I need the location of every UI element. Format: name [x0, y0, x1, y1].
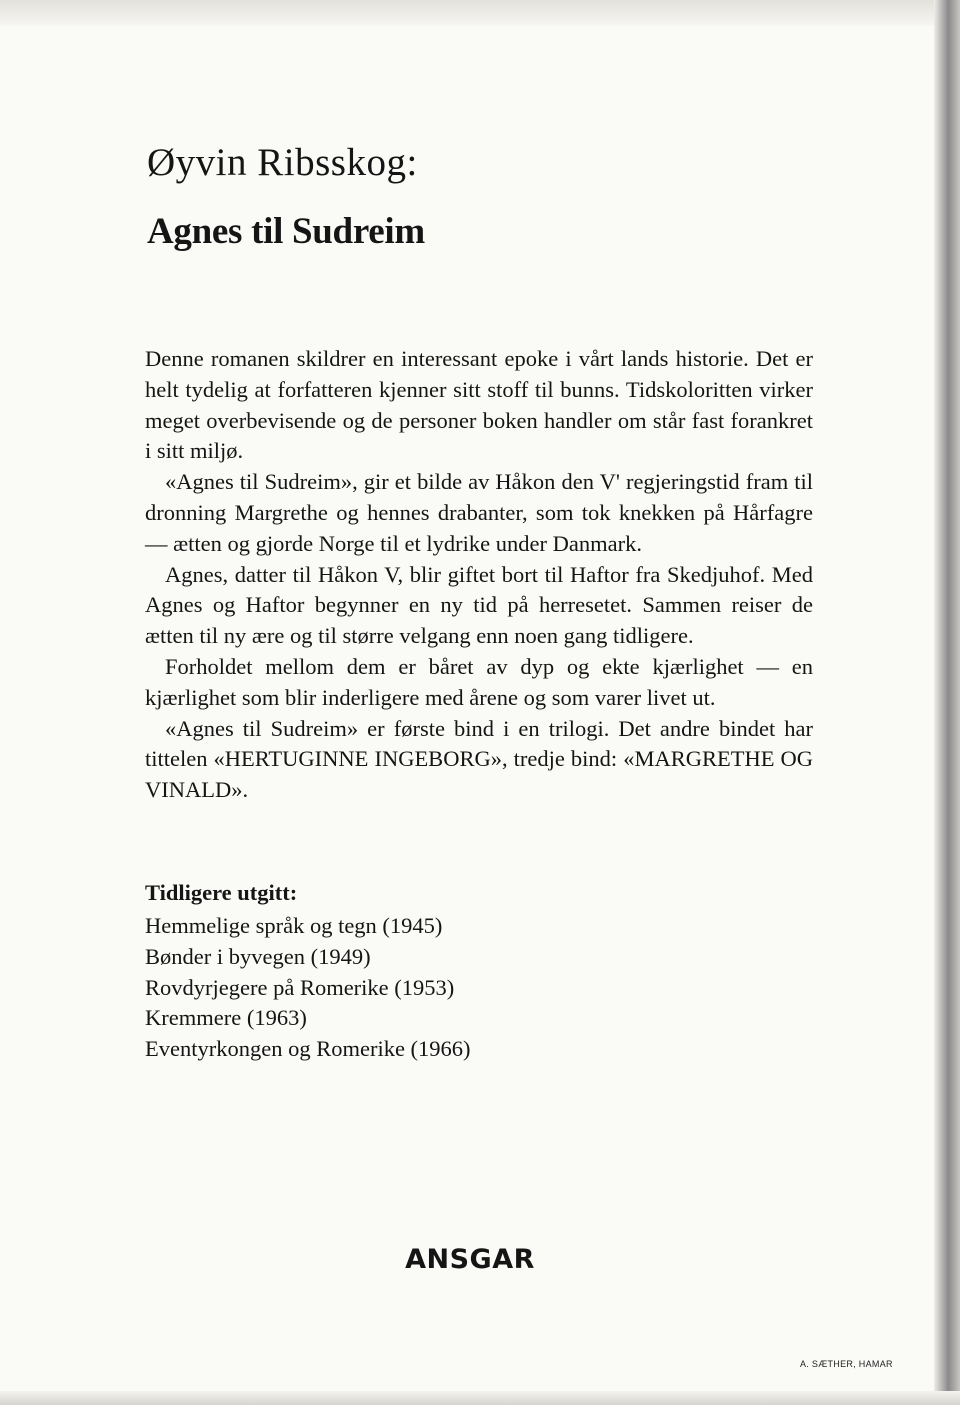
- blurb-paragraph: Denne romanen skildrer en interessant epoke i vårt lands historie. Det er helt tydelig at forfatteren kjenner sitt stoff til bunns. Tidskoloritten virker meget overbevisende og de personer boken handler om står fast forankret i sitt miljø.: [145, 346, 813, 464]
- cover-top-edge: [0, 0, 960, 26]
- blurb-paragraph: «Agnes til Sudreim», gir et bilde av Håkon den V' regjeringstid fram til dronning Margrethe og hennes drabanter, som tok knekken på Hårfagre — ætten og gjorde Norge til et lydrike under Danmark.: [145, 469, 813, 556]
- printer-credit: A. SÆTHER, HAMAR: [800, 1359, 893, 1369]
- blurb-text: [145, 344, 813, 806]
- previous-work-item: Rovdyrjegere på Romerike (1953): [145, 974, 455, 1000]
- blurb-paragraph: Forholdet mellom dem er båret av dyp og ekte kjærlighet — en kjærlighet som blir inderligere med årene og som varer livet ut.: [145, 653, 813, 710]
- blurb-paragraph: «Agnes til Sudreim» er første bind i en trilogi. Det andre bindet har tittelen «HERTUGINNE INGEBORG», tredje bind: «MARGRETHE OG VINALD».: [145, 715, 813, 803]
- previous-works-heading: Tidligere utgitt:: [145, 880, 298, 905]
- previous-work-item: Bønder i byvegen (1949): [145, 943, 371, 969]
- previous-works-list: [145, 911, 471, 1065]
- publisher-logo: ANSGAR: [405, 1244, 535, 1275]
- previous-work-item: Kremmere (1963): [145, 1005, 307, 1031]
- author-name: Øyvin Ribsskog:: [147, 141, 418, 184]
- previous-work-item: Eventyrkongen og Romerike (1966): [145, 1036, 471, 1062]
- cover-bottom-edge: [0, 1391, 960, 1405]
- book-title: Agnes til Sudreim: [147, 211, 425, 252]
- cover-spine-edge: [934, 0, 960, 1405]
- previous-work-item: Hemmelige språk og tegn (1945): [145, 913, 443, 938]
- blurb-paragraph: Agnes, datter til Håkon V, blir giftet bort til Haftor fra Skedjuhof. Med Agnes og Haftor begynner en ny tid på herresetet. Sammen reiser de ætten til ny ære og til større velgang enn noen gang tidligere.: [145, 561, 813, 649]
